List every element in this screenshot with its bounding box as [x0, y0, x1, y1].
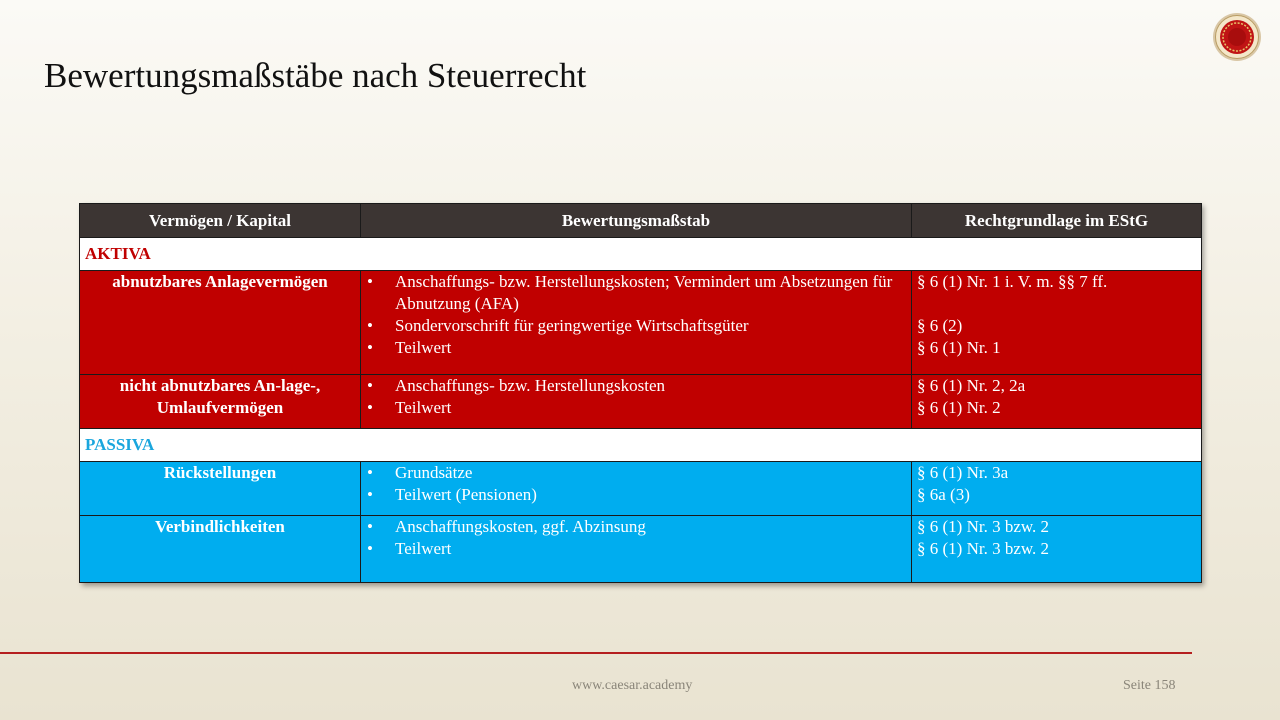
measure-item: • Teilwert: [361, 397, 911, 419]
legal-cell: [912, 462, 1202, 516]
measures-cell: [361, 271, 912, 375]
category-cell: abnutzbares Anlagevermögen: [80, 271, 361, 375]
category-cell: Rückstellungen: [80, 462, 361, 516]
measure-item: • Teilwert: [361, 337, 911, 359]
category-cell: Verbindlichkeiten: [80, 516, 361, 583]
page-number: Seite 158: [1123, 678, 1176, 693]
legal-ref: § 6 (1) Nr. 2: [917, 398, 1001, 417]
header-rechtgrundlage: Rechtgrundlage im EStG: [912, 204, 1202, 238]
legal-ref: § 6 (1) Nr. 2, 2a: [917, 376, 1026, 395]
measure-item: • Anschaffungs- bzw. Herstellungskosten; Vermindert um Absetzungen für Abnutzung (AFA): [361, 271, 911, 315]
measure-item: • Grundsätze: [361, 462, 911, 484]
legal-ref: § 6 (1) Nr. 3a: [917, 463, 1009, 482]
legal-ref: § 6 (1) Nr. 3 bzw. 2: [917, 517, 1050, 536]
measures-cell: [361, 375, 912, 429]
measure-item: • Teilwert (Pensionen): [361, 484, 911, 506]
section-label-aktiva: AKTIVA: [80, 238, 1202, 271]
legal-ref-spacer: [917, 293, 1201, 315]
table-row: [80, 375, 1202, 429]
measures-cell: [361, 462, 912, 516]
legal-ref: § 6 (1) Nr. 1: [917, 338, 1001, 357]
section-label-passiva: PASSIVA: [80, 429, 1202, 462]
table-header-row: [80, 204, 1202, 238]
legal-ref: § 6 (2): [917, 316, 963, 335]
measure-item: • Sondervorschrift für geringwertige Wirtschaftsgüter: [361, 315, 911, 337]
legal-ref: § 6a (3): [917, 485, 970, 504]
section-row-passiva: [80, 429, 1202, 462]
header-vermoegen-kapital: Vermögen / Kapital: [80, 204, 361, 238]
legal-cell: [912, 375, 1202, 429]
footer-divider: [0, 652, 1192, 654]
section-row-aktiva: [80, 238, 1202, 271]
legal-ref: § 6 (1) Nr. 3 bzw. 2: [917, 539, 1050, 558]
valuation-table: [79, 203, 1201, 583]
table-row: [80, 462, 1202, 516]
table-row: [80, 516, 1202, 583]
footer-url: www.caesar.academy: [572, 678, 693, 693]
slide-title: Bewertungsmaßstäbe nach Steuerrecht: [44, 56, 587, 95]
measure-item: • Teilwert: [361, 538, 911, 560]
header-bewertungsmassstab: Bewertungsmaßstab: [361, 204, 912, 238]
legal-cell: [912, 516, 1202, 583]
measure-item: • Anschaffungs- bzw. Herstellungskosten: [361, 375, 911, 397]
table-row: [80, 271, 1202, 375]
measures-cell: [361, 516, 912, 583]
legal-ref: § 6 (1) Nr. 1 i. V. m. §§ 7 ff.: [917, 272, 1108, 291]
category-cell: nicht abnutzbares An-lage-, Umlaufvermögen: [80, 375, 361, 429]
measure-item: • Anschaffungskosten, ggf. Abzinsung: [361, 516, 911, 538]
caesar-laurel-logo-icon: [1212, 12, 1262, 62]
legal-cell: [912, 271, 1202, 375]
